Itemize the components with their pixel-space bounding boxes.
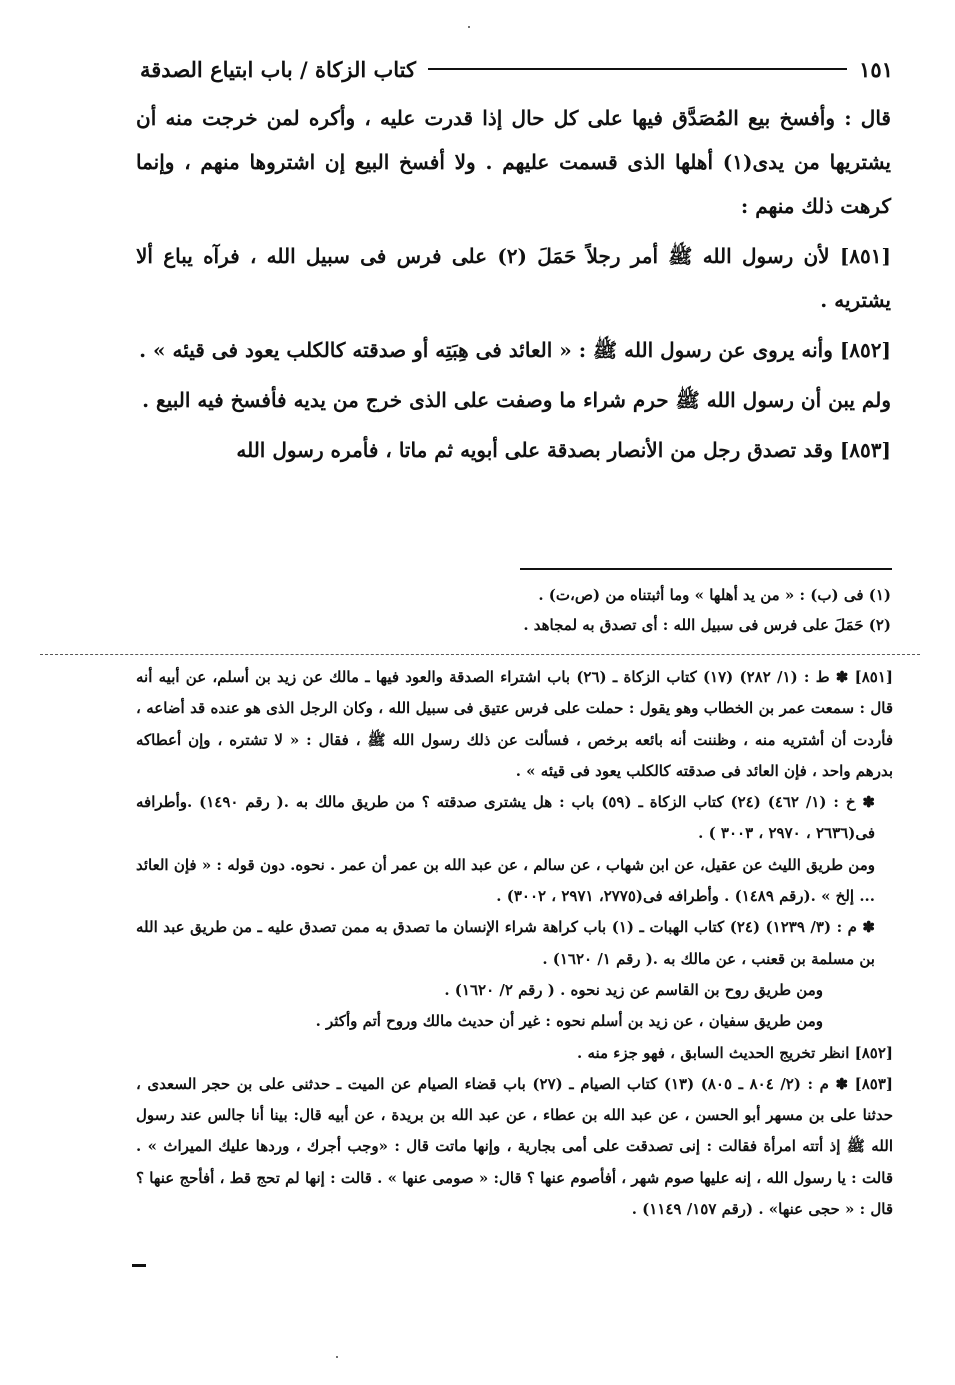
reference-entry: ومن طريق الليث عن عقيل، عن ابن شهاب ، عن سالم ، عن عبد الله بن عمر أن عمر . نحوه. دون قوله : « فإن العائد ... إلخ » .(رقم ١٤٨٩) . وأطرافه فى(٢٧٧٥، ٢٩٧١ ، ٣٠٠٢) . [136, 855, 875, 906]
paragraph: [٨٥١] لأن رسول الله ﷺ أمر رجلاً حَمَلَ (٢) على فرس فى سبيل الله ، فرآه يباع ألا يشتريه . [136, 244, 891, 312]
hadith-references [136, 662, 893, 1225]
reference-entry: ✽ خ : (١/ ٤٦٢) (٢٤) كتاب الزكاة ـ (٥٩) باب : هل يشترى صدقته ؟ من طريق مالك به .( رقم ١٤٩٠) .وأطرافه فى(٢٦٣٦ ، ٢٩٧٠ ، ٣٠٠٣ ) . [136, 793, 875, 843]
paragraph: [٨٥٢] وأنه يروى عن رسول الله ﷺ : « العائد فى هِبَتِه أو صدقته كالكلب يعود فى قيئه » . [139, 338, 891, 362]
footnote-rule [520, 568, 892, 570]
scan-speck [468, 26, 470, 28]
running-header [140, 52, 893, 86]
reference-entry: [٨٥١] ✽ ط : (١/ ٢٨٢) (١٧) كتاب الزكاة ـ (٢٦) باب اشتراء الصدقة والعود فيها ـ مالك عن زيد بن أسلم، عن أبيه أنه قال : سمعت عمر بن الخطاب وهو يقول : حملت على فرس عتيق فى سبيل الله ، وكان الرجل الذى هو عنده قد أضاعه ، فأردت أن أشتريه منه ، وظننت أنه بائعه برخص ، فسألت عن ذلك رسول الله ﷺ ، فقال : « لا تشتره ، وإن أعطاكه بدرهم واحد ، فإن العائد فى صدقته كالكلب يعود فى قيئه » . [136, 668, 893, 780]
paragraph: ولم يبن أن رسول الله ﷺ حرم شراء ما وصفت على الذى خرج من يديه فأفسخ فيه البيع . [142, 388, 891, 412]
reference-entry: ومن طريق روح بن القاسم عن زيد نحوه . ( رقم ٢/ ١٦٢٠) . [444, 980, 823, 999]
end-mark [132, 1264, 146, 1267]
chapter-title: كتاب الزكاة / باب ابتياع الصدقة [140, 56, 417, 82]
reference-entry: [٨٥٣] ✽ م : (٢/ ٨٠٤ ـ ٨٠٥) (١٣) كتاب الصيام ـ (٢٧) باب قضاء الصيام عن الميت ـ حدثنى على بن حجر السعدى ، حدثنا على بن مسهر أبو الحسن ، عن عبد الله بن عطاء ، عن عبد الله بن بريدة ، عن أبيه قال: بينا أنا جالس عند رسول الله ﷺ إذ أتته امرأة فقالت : إنى تصدقت على أمى بجارية ، وإنها ماتت قال : «وجب أجرك ، وردها عليك الميراث » . قالت : يا رسول الله ، إنه عليها صوم شهر ، أفأصوم عنها ؟ قال: « صومى عنها » . قالت : إنها لم تحج قط ، أفأحج عنها ؟ قال : « حجى عنها» . (رقم ١٥٧/ ١١٤٩) . [136, 1074, 893, 1219]
reference-entry: ✽ م : (٣/ ١٢٣٩) (٢٤) كتاب الهبات ـ (١) باب كراهة شراء الإنسان ما تصدق به ممن تصدق عليه ـ من طريق عبد الله بن مسلمة بن قعنب ، عن مالك به .( رقم ١/ ١٦٢٠) . [136, 918, 875, 968]
footnote: (٢) حَمَلَ على فرس فى سبيل الله : أى تصدق به لمجاهد . [523, 616, 891, 634]
paragraph: قال : وأفسخ بيع المُصَدَّق فيها على كل حال إذا قدرت عليه ، وأكره لمن خرجت منه أن يشتريها من يدى(١) أهلها الذى قسمت عليهم . ولا أفسخ البيع إن اشتروها منهم ، وإنما كرهت ذلك منهم : [136, 106, 891, 218]
paragraph: [٨٥٣] وقد تصدق رجل من الأنصار بصدقة على أبويه ثم ماتا ، فأمره رسول الله [236, 438, 891, 462]
reference-entry: ومن طريق سفيان ، عن زيد بن أسلم نحوه : غير أن حديث مالك وروح أتم وأكثر . [315, 1012, 823, 1031]
main-text [136, 96, 891, 478]
footnote: (١) فى (ب) : « من يد أهلها » وما أثبتناه من (ص،ت) . [538, 586, 891, 604]
reference-entry: [٨٥٢] انظر تخريج الحديث السابق ، فهو جزء منه . [577, 1043, 893, 1062]
page-number: ١٥١ [859, 56, 893, 82]
section-separator [40, 654, 920, 655]
scan-speck [336, 1356, 338, 1358]
header-rule [428, 68, 847, 70]
footnotes [136, 580, 891, 640]
